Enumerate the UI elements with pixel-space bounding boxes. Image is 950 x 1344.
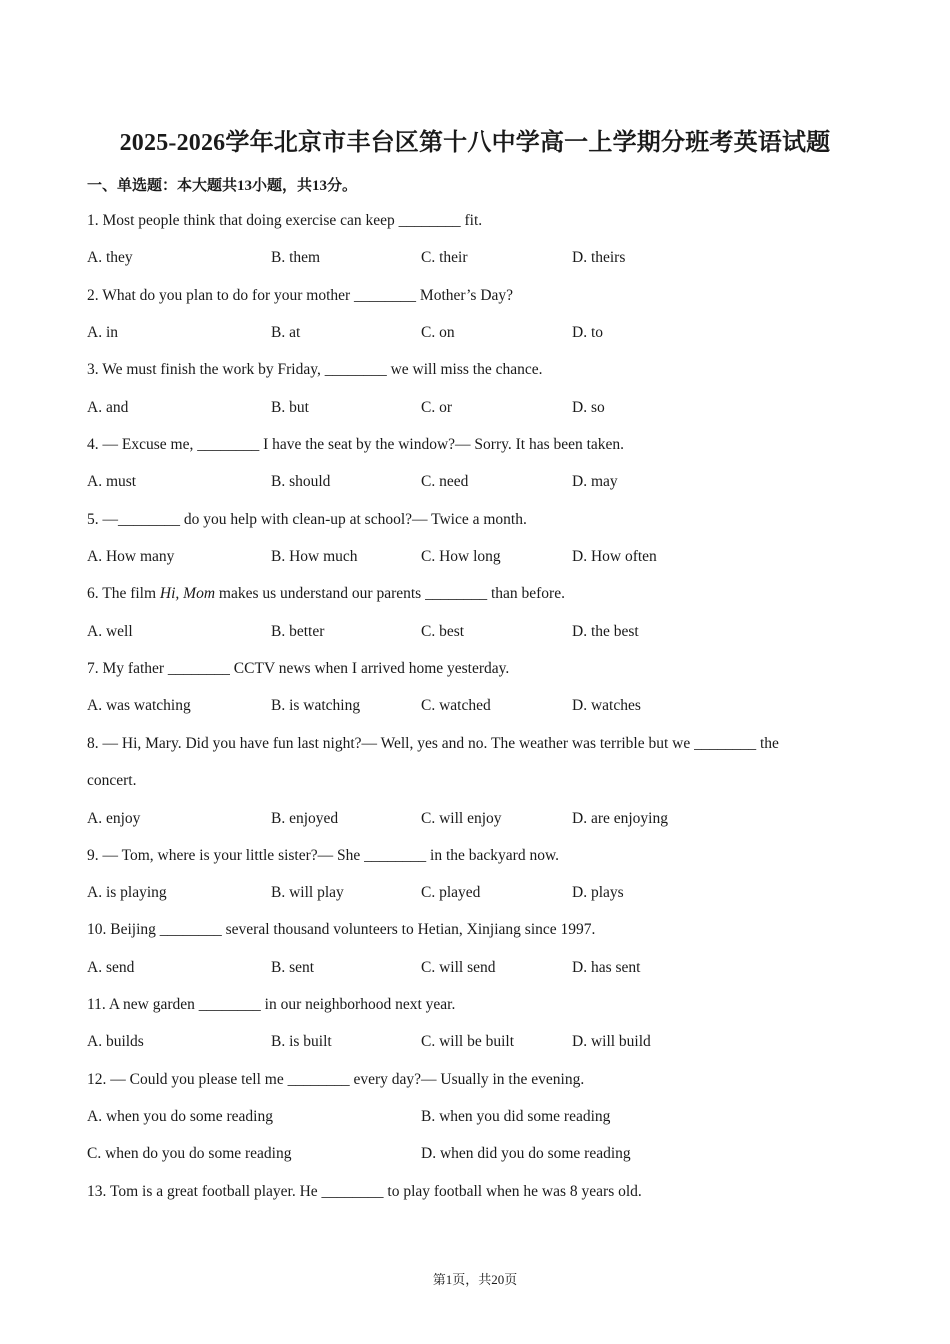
- option-b: B. enjoyed: [271, 810, 339, 827]
- option-b: B. but: [271, 399, 309, 416]
- option-a: A. enjoy: [87, 810, 141, 827]
- option-d: D. may: [572, 473, 618, 490]
- option-d: D. so: [572, 399, 605, 416]
- option-c: C. best: [421, 623, 465, 640]
- stem-text: 6. The film: [87, 585, 160, 602]
- option-a: A. and: [87, 399, 129, 416]
- option-d: D. plays: [572, 884, 624, 901]
- film-title: Hi, Mom: [159, 585, 216, 602]
- option-d: D. to: [572, 324, 603, 341]
- option-c: C. on: [421, 324, 455, 341]
- page-title: 2025-2026学年北京市丰台区第十八中学高一上学期分班考英语试题: [119, 130, 831, 156]
- option-c: C. played: [421, 884, 481, 901]
- option-a: A. How many: [87, 548, 175, 565]
- option-b: B. is built: [271, 1033, 332, 1050]
- option-a: A. was watching: [87, 697, 191, 714]
- question-stem: 4. — Excuse me, ________ I have the seat by the window?— Sorry. It has been taken.: [87, 436, 625, 453]
- option-c: C. How long: [421, 548, 501, 565]
- option-b: B. better: [271, 623, 325, 640]
- question-stem: 5. —________ do you help with clean-up at school?— Twice a month.: [87, 511, 527, 528]
- option-a: A. builds: [87, 1033, 144, 1050]
- question-stem: [87, 585, 565, 603]
- option-b: B. How much: [271, 548, 358, 565]
- question-stem: 3. We must finish the work by Friday, ________ we will miss the chance.: [87, 361, 543, 378]
- option-c: C. when do you do some reading: [87, 1145, 292, 1162]
- question-stem: 7. My father ________ CCTV news when I arrived home yesterday.: [87, 660, 510, 677]
- option-d: D. when did you do some reading: [421, 1145, 631, 1162]
- question-stem: 11. A new garden ________ in our neighborhood next year.: [87, 996, 456, 1013]
- option-c: C. will send: [421, 959, 496, 976]
- question-stem: 9. — Tom, where is your little sister?— She ________ in the backyard now.: [87, 847, 560, 864]
- question-stem: 2. What do you plan to do for your mother ________ Mother’s Day?: [87, 287, 514, 304]
- option-d: D. theirs: [572, 249, 626, 266]
- option-b: B. will play: [271, 884, 344, 901]
- question-stem: 8. — Hi, Mary. Did you have fun last night?— Well, yes and no. The weather was terrible but we ________ the: [87, 735, 779, 752]
- option-b: B. should: [271, 473, 331, 490]
- option-b: B. at: [271, 324, 301, 341]
- option-d: D. are enjoying: [572, 810, 668, 827]
- option-d: D. will build: [572, 1033, 651, 1050]
- option-d: D. has sent: [572, 959, 641, 976]
- option-a: A. well: [87, 623, 133, 640]
- option-c: C. will be built: [421, 1033, 514, 1050]
- option-c: C. need: [421, 473, 469, 490]
- option-c: C. or: [421, 399, 452, 416]
- option-d: D. the best: [572, 623, 639, 640]
- option-b: B. when you did some reading: [421, 1108, 611, 1125]
- question-stem: 13. Tom is a great football player. He ________ to play football when he was 8 years old.: [87, 1183, 642, 1200]
- option-a: A. send: [87, 959, 135, 976]
- question-stem: 10. Beijing ________ several thousand volunteers to Hetian, Xinjiang since 1997.: [87, 921, 596, 938]
- stem-text: makes us understand our parents ________ than before.: [215, 585, 565, 602]
- option-b: B. them: [271, 249, 321, 266]
- option-b: B. sent: [271, 959, 315, 976]
- question-stem-continued: concert.: [87, 772, 137, 789]
- option-b: B. is watching: [271, 697, 361, 714]
- option-a: A. must: [87, 473, 137, 490]
- question-stem: 12. — Could you please tell me ________ every day?— Usually in the evening.: [87, 1071, 585, 1088]
- question-stem: 1. Most people think that doing exercise can keep ________ fit.: [87, 212, 483, 229]
- option-d: D. How often: [572, 548, 657, 565]
- option-c: C. watched: [421, 697, 491, 714]
- option-a: A. is playing: [87, 884, 167, 901]
- option-d: D. watches: [572, 697, 641, 714]
- section-heading: 一、单选题：本大题共13小题，共13分。: [87, 178, 358, 194]
- option-c: C. will enjoy: [421, 810, 502, 827]
- page-footer: 第1页，共20页: [432, 1272, 518, 1287]
- option-c: C. their: [421, 249, 468, 266]
- option-a: A. they: [87, 249, 133, 266]
- option-a: A. when you do some reading: [87, 1108, 273, 1125]
- option-a: A. in: [87, 324, 118, 341]
